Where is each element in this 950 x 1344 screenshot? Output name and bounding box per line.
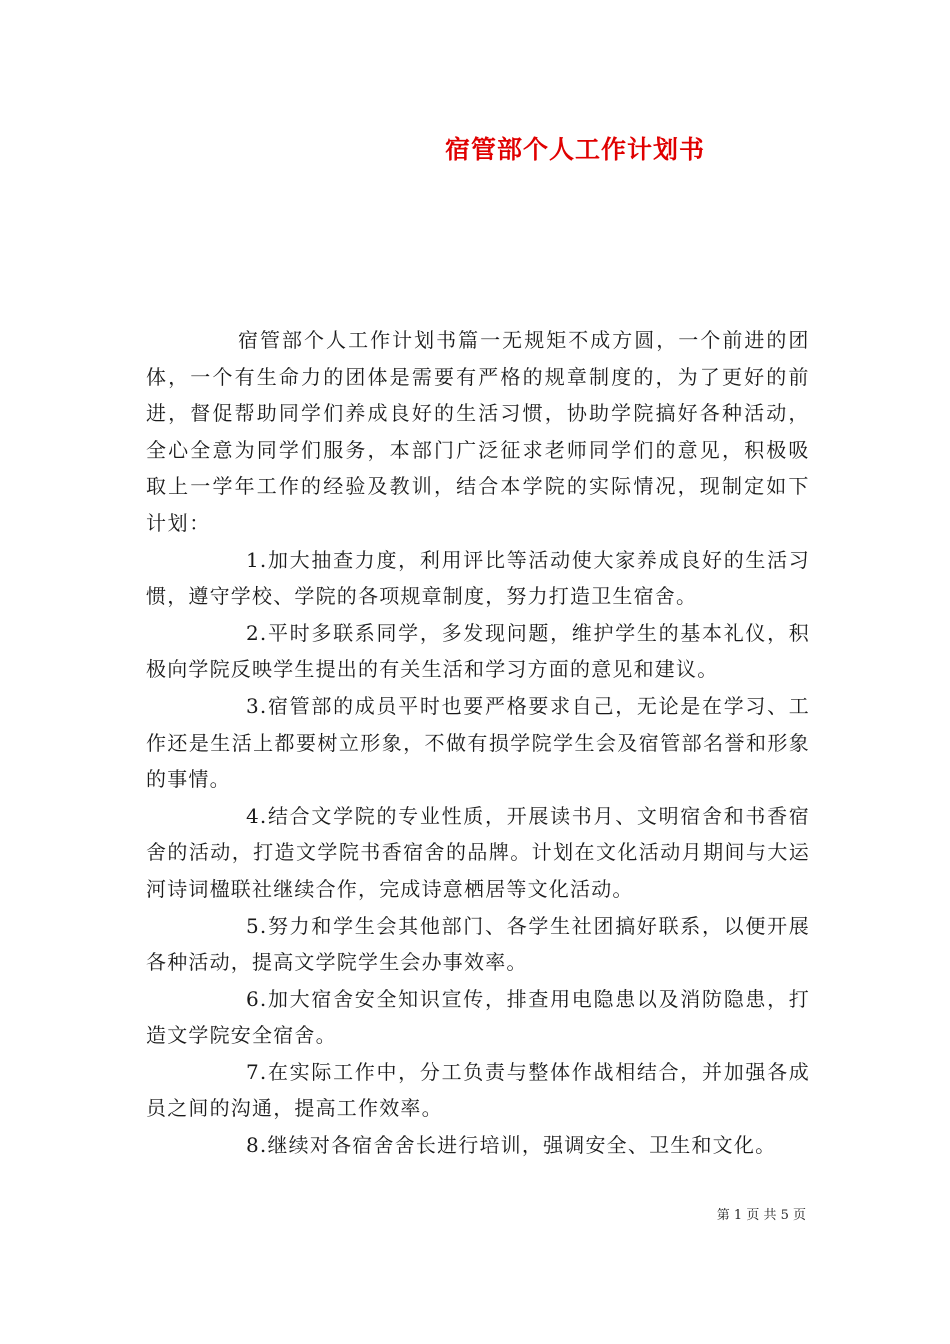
intro-paragraph: 宿管部个人工作计划书篇一无规矩不成方圆，一个前进的团体，一个有生命力的团体是需要有严格的规章制度的，为了更好的前进，督促帮助同学们养成良好的生活习惯，协助学院搞好各种活动，全心全意为同学们服务，本部门广泛征求老师同学们的意见，积极吸取上一学年工作的经验及教训，结合本学院的实际情况，现制定如下计划：: [146, 328, 810, 535]
plan-item-4: 4.结合文学院的专业性质，开展读书月、文明宿舍和书香宿舍的活动，打造文学院书香宿舍的品牌。计划在文化活动月期间与大运河诗词楹联社继续合作，完成诗意栖居等文化活动。: [146, 803, 810, 901]
plan-item-7: 7.在实际工作中，分工负责与整体作战相结合，并加强各成员之间的沟通，提高工作效率。: [146, 1059, 810, 1121]
plan-item-5: 5.努力和学生会其他部门、各学生社团搞好联系，以便开展各种活动，提高文学院学生会办事效率。: [146, 913, 810, 975]
plan-item-3: 3.宿管部的成员平时也要严格要求自己，无论是在学习、工作还是生活上都要树立形象，不做有损学院学生会及宿管部名誉和形象的事情。: [146, 693, 810, 792]
document-title: 宿管部个人工作计划书: [444, 135, 705, 164]
page-footer: 第 1 页 共 5 页: [716, 1208, 806, 1223]
plan-item-1: 1.加大抽查力度，利用评比等活动使大家养成良好的生活习惯，遵守学校、学院的各项规章制度，努力打造卫生宿舍。: [146, 547, 810, 609]
plan-item-6: 6.加大宿舍安全知识宣传，排查用电隐患以及消防隐患，打造文学院安全宿舍。: [146, 986, 810, 1048]
plan-item-2: 2.平时多联系同学，多发现问题，维护学生的基本礼仪，积极向学院反映学生提出的有关生活和学习方面的意见和建议。: [146, 620, 810, 682]
document-body: [146, 322, 810, 1164]
plan-item-8: 8.继续对各宿舍舍长进行培训，强调安全、卫生和文化。: [246, 1133, 777, 1158]
